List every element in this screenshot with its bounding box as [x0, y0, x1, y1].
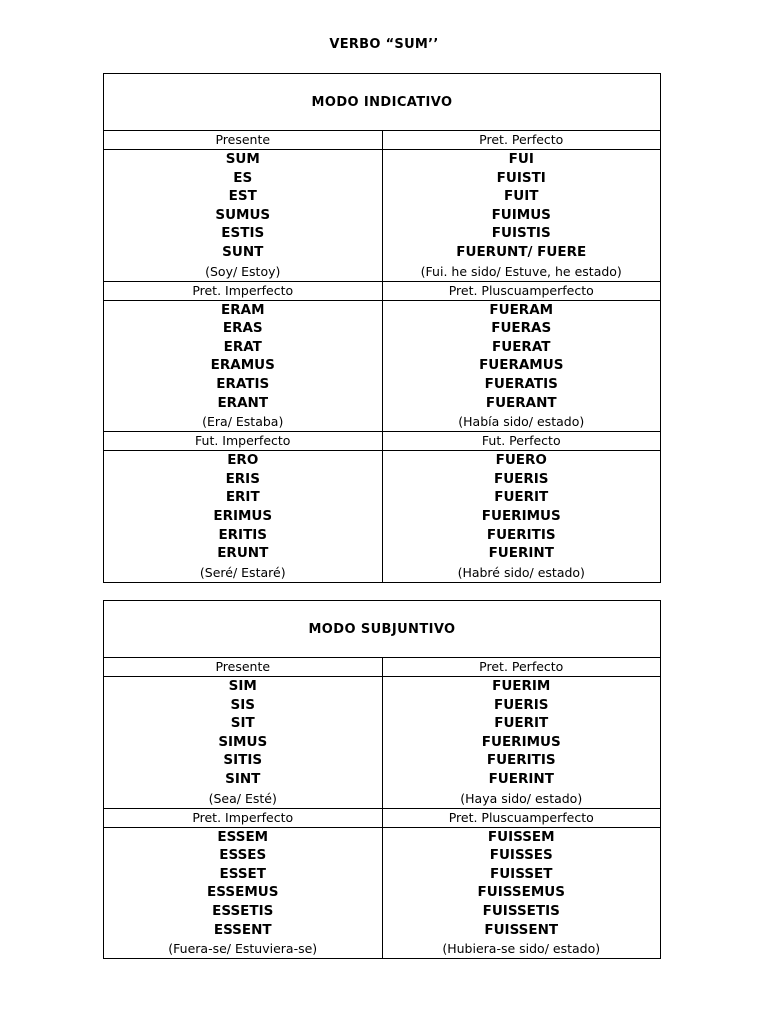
subjuntivo-heading: MODO SUBJUNTIVO — [104, 601, 661, 658]
verb-form: FUERIMUS — [481, 733, 561, 750]
verb-form: ERANT — [217, 394, 269, 411]
translation: (Sea/ Esté) — [208, 790, 277, 806]
verb-form: SUMUS — [215, 206, 271, 223]
tense-label: Fut. Perfecto — [382, 432, 661, 451]
verb-form: ESSEM — [217, 828, 269, 845]
tense-label-row — [104, 658, 661, 677]
verb-form: SUM — [225, 151, 260, 167]
verb-form: ESSES — [219, 847, 267, 864]
subjuntivo-table — [103, 600, 661, 959]
conjugation-cell — [104, 150, 383, 282]
tense-label: Presente — [104, 658, 383, 677]
verb-form: FUERIT — [494, 489, 549, 506]
tense-label-row — [104, 131, 661, 150]
tense-label-row — [104, 281, 661, 300]
tense-label: Pret. Perfecto — [382, 658, 661, 677]
tense-label-row — [104, 808, 661, 827]
verb-form: FUISSES — [489, 847, 553, 864]
verb-form: FUISSEM — [487, 828, 555, 845]
verb-form: FUERUNT/ FUERE — [456, 243, 587, 260]
conjugation-cell — [382, 300, 661, 432]
translation: (Hubiera-se sido/ estado) — [442, 941, 601, 957]
tense-label: Pret. Perfecto — [382, 131, 661, 150]
conjugation-row — [104, 827, 661, 959]
verb-form: ERAM — [221, 301, 265, 318]
translation: (Era/ Estaba) — [202, 414, 284, 430]
conjugation-cell — [104, 300, 383, 432]
conjugation-row — [104, 300, 661, 432]
verb-form: EST — [228, 188, 257, 205]
verb-form: ERIS — [225, 470, 260, 487]
verb-form: FUERANT — [485, 394, 557, 411]
verb-form: FUERITIS — [486, 752, 556, 769]
verb-form: FUERAS — [491, 320, 552, 337]
conjugation-cell — [104, 451, 383, 583]
verb-form: FUISSEMUS — [477, 884, 565, 901]
conjugation-cell — [382, 451, 661, 583]
verb-form: FUISSET — [490, 865, 553, 882]
tense-label: Presente — [104, 131, 383, 150]
tense-label-row — [104, 432, 661, 451]
tense-label: Pret. Pluscuamperfecto — [382, 808, 661, 827]
verb-form: FUERITIS — [486, 526, 556, 543]
verb-form: ERAT — [223, 338, 262, 355]
tense-label: Pret. Imperfecto — [104, 808, 383, 827]
conjugation-cell — [104, 827, 383, 959]
translation: (Fuera-se/ Estuviera-se) — [168, 941, 318, 957]
verb-form: ERATIS — [216, 375, 270, 392]
verb-form: FUERATIS — [484, 375, 558, 392]
verb-form: FUI — [508, 151, 534, 167]
conjugation-row — [104, 677, 661, 809]
indicativo-heading: MODO INDICATIVO — [104, 74, 661, 131]
verb-form: ES — [233, 169, 253, 186]
verb-form: ERAMUS — [210, 357, 275, 374]
conjugation-row — [104, 150, 661, 282]
conjugation-cell — [382, 677, 661, 809]
verb-form: FUERIS — [493, 696, 549, 713]
verb-form: FUERIMUS — [481, 507, 561, 524]
verb-form: FUERINT — [488, 545, 554, 562]
verb-form: ESTIS — [221, 225, 265, 242]
conjugation-cell — [382, 150, 661, 282]
verb-form: SIT — [230, 715, 255, 732]
verb-form: ERAS — [222, 320, 263, 337]
verb-form: SUNT — [222, 243, 264, 260]
verb-form: FUERAT — [492, 338, 551, 355]
verb-form: ESSENT — [213, 921, 272, 938]
tense-label: Pret. Pluscuamperfecto — [382, 281, 661, 300]
verb-form: SITIS — [223, 752, 263, 769]
verb-form: SIM — [228, 678, 257, 694]
verb-form: FUERAM — [489, 301, 554, 318]
tense-label: Pret. Imperfecto — [104, 281, 383, 300]
verb-form: FUIT — [504, 188, 539, 205]
conjugation-cell — [382, 827, 661, 959]
verb-form: ESSETIS — [212, 902, 274, 919]
translation: (Soy/ Estoy) — [205, 263, 281, 279]
indicativo-table — [103, 73, 661, 583]
verb-form: FUISSETIS — [482, 902, 560, 919]
translation: (Haya sido/ estado) — [460, 790, 583, 806]
conjugation-cell — [104, 677, 383, 809]
translation: (Habré sido/ estado) — [457, 564, 585, 580]
verb-form: FUERO — [495, 452, 547, 469]
verb-form: FUIMUS — [491, 206, 551, 223]
verb-form: SINT — [225, 770, 261, 787]
verb-form: ESSEMUS — [207, 884, 279, 901]
page-title: VERBO “SUM’’ — [329, 37, 439, 52]
translation: (Fui. he sido/ Estuve, he estado) — [420, 263, 622, 279]
verb-form: FUISTI — [496, 169, 546, 186]
verb-form: ERIT — [225, 489, 260, 506]
verb-form: ERUNT — [217, 545, 269, 562]
verb-form: ESSET — [219, 865, 266, 882]
verb-form: SIMUS — [218, 733, 268, 750]
verb-form: FUERIT — [494, 715, 549, 732]
verb-form: FUERIM — [492, 678, 551, 694]
translation: (Seré/ Estaré) — [199, 564, 286, 580]
translation: (Había sido/ estado) — [458, 414, 585, 430]
verb-form: FUISSENT — [484, 921, 559, 938]
verb-form: SIS — [230, 696, 255, 713]
verb-form: ERITIS — [218, 526, 268, 543]
verb-form: FUERAMUS — [479, 357, 564, 374]
verb-form: ERO — [227, 452, 259, 469]
verb-form: FUERIS — [493, 470, 549, 487]
conjugation-row — [104, 451, 661, 583]
tense-label: Fut. Imperfecto — [104, 432, 383, 451]
verb-form: FUERINT — [488, 770, 554, 787]
verb-form: ERIMUS — [213, 507, 273, 524]
verb-form: FUISTIS — [491, 225, 551, 242]
